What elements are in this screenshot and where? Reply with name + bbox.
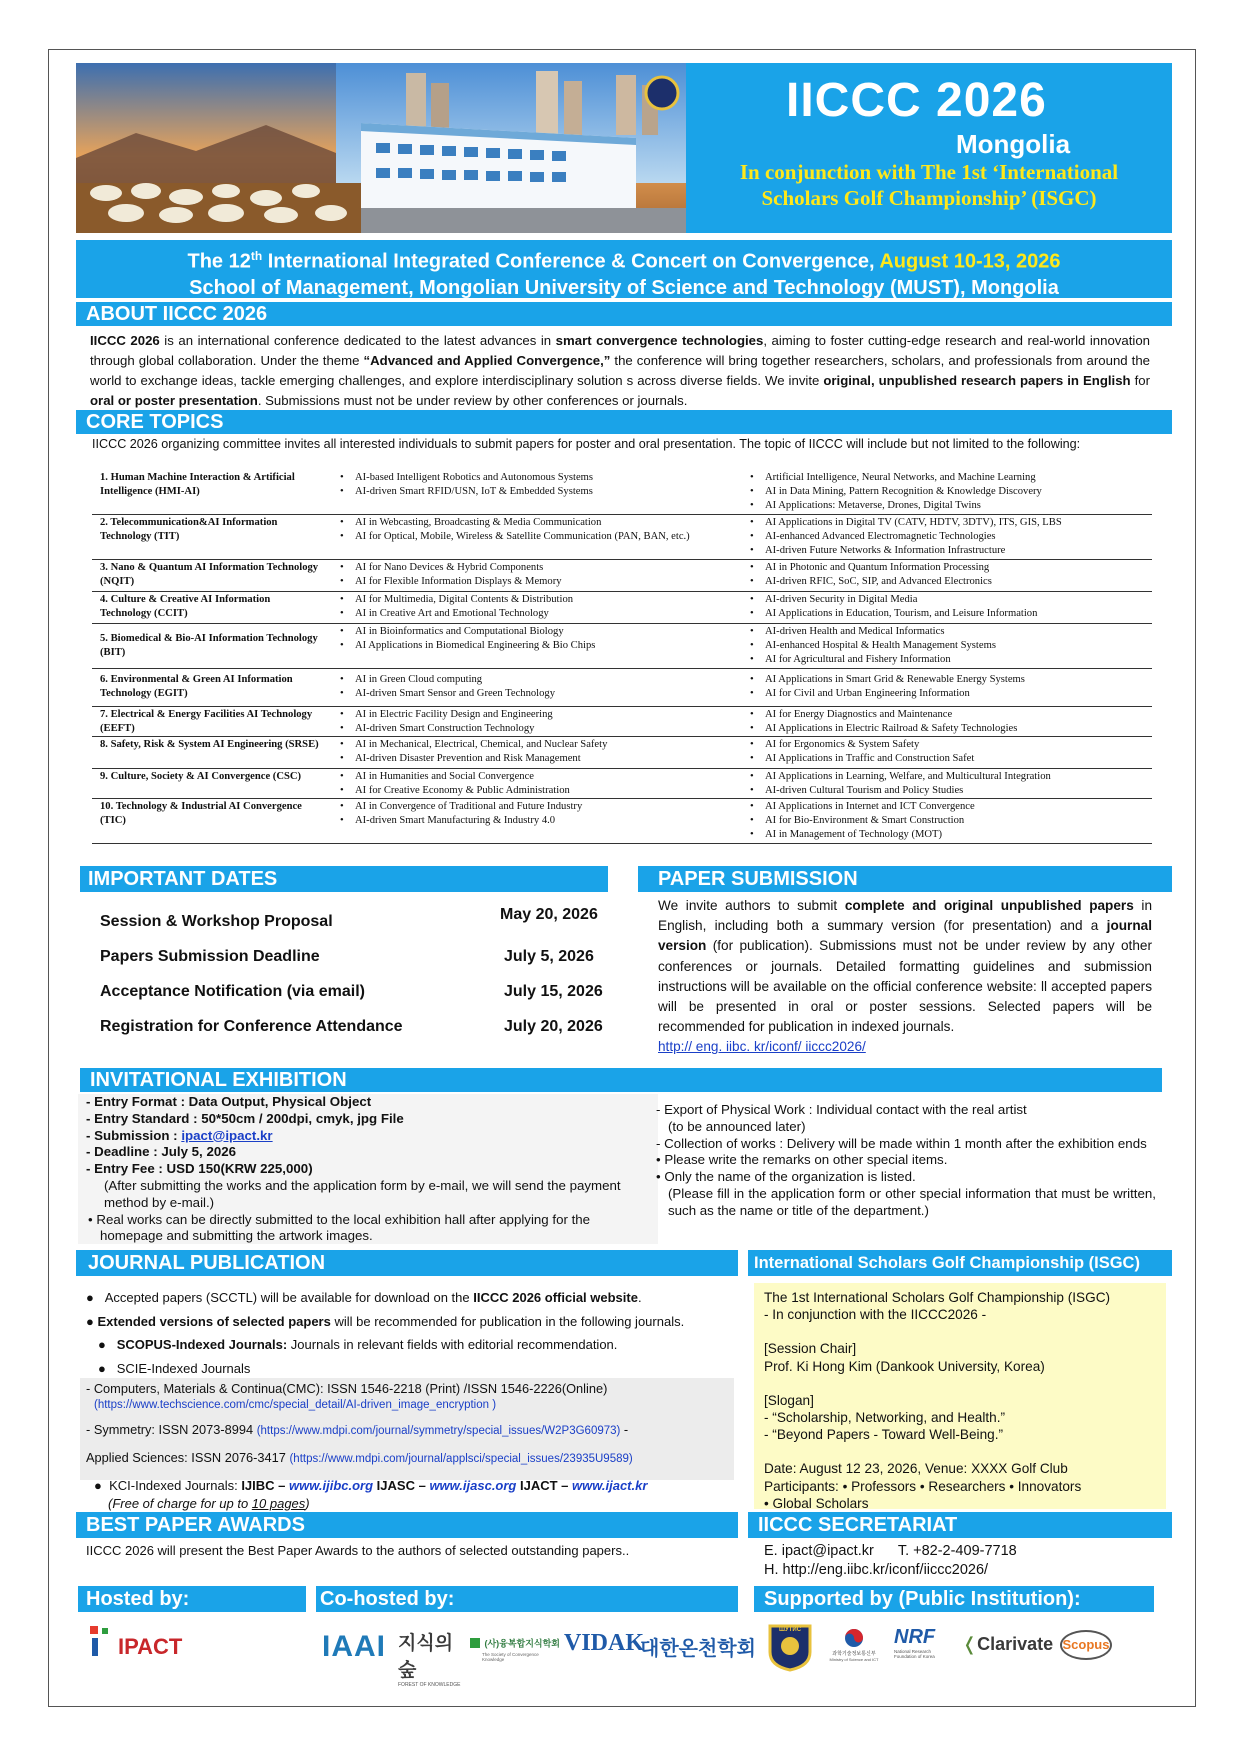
submission-link[interactable]: http:// eng. iibc. kr/iconf/ iiccc2026/ (658, 1039, 866, 1055)
about-heading: ABOUT IICCC 2026 (76, 302, 1172, 326)
clarivate-logo-text: Clarivate (977, 1634, 1054, 1654)
date-value: July 5, 2026 (504, 948, 594, 965)
topic-item: • AI in Mechanical, Electrical, Chemical, and Nuclear Safety (338, 738, 728, 752)
topic-name: 6. Environmental & Green AI Information Technology (EGIT) (100, 674, 293, 699)
kci-journals (94, 1477, 744, 1513)
topic-item: • AI for Optical, Mobile, Wireless & Satellite Communication (PAN, BAN, etc.) (338, 530, 728, 544)
topic-item: • AI-driven Health and Medical Informatics (748, 625, 1158, 639)
topic-item: • AI in Photonic and Quantum Information Processing (748, 561, 1158, 575)
ijibc-link[interactable]: www.ijibc.org (289, 1478, 374, 1493)
topic-item: • AI-enhanced Hospital & Health Management Systems (748, 639, 1158, 653)
free-note-end: ) (305, 1496, 310, 1511)
core-topics-intro: IICCC 2026 organizing committee invites all interested individuals to submit papers for poster and oral presentation. The topic of IICCC will include but not limited to the following: (92, 437, 1081, 451)
topic-item: • AI for Civil and Urban Engineering Information (748, 687, 1158, 701)
topic-item: • AI-driven Disaster Prevention and Risk Management (338, 752, 728, 766)
journal-item-text: will be recommended for publication in the following journals. (330, 1313, 685, 1329)
exhibition-deadline: - Deadline : July 5, 2026 (86, 1144, 237, 1160)
date-label: Session & Workshop Proposal (100, 913, 333, 930)
nrf-logo-subtitle: National Research Foundation of Korea (894, 1649, 935, 1659)
sck-logo-text: (사)융복합지식학회 (484, 1638, 560, 1649)
date-label: Papers Submission Deadline (100, 948, 320, 965)
topic-item: • AI-driven Security in Digital Media (748, 593, 1158, 607)
kci-dash: – (274, 1478, 290, 1493)
submission-email (86, 1128, 646, 1145)
free-note-pages: 10 pages (251, 1496, 306, 1511)
date-row (100, 948, 620, 966)
symmetry-label: - Symmetry: ISSN 2073-8994 (86, 1422, 257, 1437)
entry-fee: - Entry Fee : USD 150(KRW 225,000) (86, 1161, 313, 1177)
topic-row (92, 669, 1152, 707)
journal-item-text: . (637, 1290, 642, 1305)
vidak-logo: VIDAK (564, 1630, 645, 1656)
msit-logo-text: 과학기술정보통신부 (832, 1651, 876, 1657)
session-chair: Prof. Ki Hong Kim (Dankook University, Korea) (764, 1358, 1045, 1374)
topic-item: • AI-driven RFIC, SoC, SIP, and Advanced Electronics (748, 575, 1158, 589)
date-value: July 15, 2026 (504, 983, 603, 1000)
journal-item-text: SCIE-Indexed Journals (116, 1360, 251, 1376)
korean-hotspring-society-logo: 대한온천학회 (640, 1638, 756, 1660)
topic-item: • AI Applications in Biomedical Engineering & Bio Chips (338, 639, 728, 653)
topic-item: • AI in Bioinformatics and Computational Biology (338, 625, 728, 639)
golf-date-venue: Date: August 12 23, 2026, Venue: XXXX Golf Club (764, 1461, 1068, 1477)
topic-row (92, 592, 1152, 624)
kci-dash: – (557, 1478, 573, 1493)
kci-line: ● KCI-Indexed Journals: IJIBC – www.ijibc.org IJASC – www.ijasc.org IJACT – www.ijact.kr (94, 1478, 648, 1493)
isgc-heading: International Scholars Golf Championship (ISGC) (748, 1250, 1172, 1276)
topic-item: • Artificial Intelligence, Neural Networks, and Machine Learning (748, 471, 1158, 485)
remarks-note: • Please write the remarks on other special items. (656, 1152, 948, 1168)
payment-note: (After submitting the works and the application form by e-mail, we will send the payment method by e-mail.) (104, 1177, 621, 1210)
awards-heading: BEST PAPER AWARDS (76, 1512, 738, 1538)
topic-name: 7. Electrical & Energy Facilities AI Technology (EEFT) (100, 709, 313, 734)
date-value: July 20, 2026 (504, 1018, 603, 1035)
topic-item: • AI for Flexible Information Displays & Memory (338, 575, 728, 589)
hero-title-panel (686, 63, 1172, 233)
secretariat-email[interactable]: E. ipact@ipact.kr (764, 1543, 874, 1559)
forest-of-knowledge-logo (398, 1628, 464, 1688)
conjunction-line-2: Scholars Golf Championship’ (ISGC) (761, 186, 1097, 210)
topic-name: 4. Culture & Creative AI Information Technology (CCIT) (100, 594, 271, 619)
journal-item-bold: IICCC 2026 official website (473, 1290, 638, 1305)
conference-banner (76, 240, 1172, 298)
forest-logo-text: 지식의숲 (398, 1633, 454, 1681)
topic-name: 1. Human Machine Interaction & Artificial Intelligence (HMI-AI) (100, 472, 295, 497)
ipact-logo-text: IPACT (118, 1634, 183, 1659)
journal-item: ● SCIE-Indexed Journals (98, 1360, 251, 1376)
msit-logo-subtitle: Ministry of Science and ICT (829, 1657, 879, 1662)
topic-name: 3. Nano & Quantum AI Information Technology (NQIT) (100, 562, 319, 587)
topic-item: • AI for Nano Devices & Hybrid Components (338, 561, 728, 575)
topic-item: • AI-driven Future Networks & Information Infrastructure (748, 544, 1158, 558)
conjunction-line-1: In conjunction with The 1st ‘International (739, 160, 1119, 184)
journal-item-text: Journals in relevant fields with editorial recommendation. (287, 1337, 618, 1352)
journal-list (86, 1286, 746, 1380)
topic-item: • AI Applications: Metaverse, Drones, Digital Twins (748, 499, 1158, 513)
kci-label: KCI-Indexed Journals: (109, 1478, 242, 1493)
topic-item: • AI-enhanced Advanced Electromagnetic Technologies (748, 530, 1158, 544)
topic-name: 5. Biomedical & Bio-AI Information Technology (BIT) (100, 633, 318, 658)
kci-dash: – (414, 1478, 430, 1493)
paper-submission-heading: PAPER SUBMISSION (638, 866, 1172, 892)
topic-item: • AI in Green Cloud computing (338, 673, 728, 687)
cmc-link[interactable]: (https://www.techscience.com/cmc/special_detail/AI-driven_image_encryption ) (94, 1399, 497, 1411)
topic-item: • AI in Webcasting, Broadcasting & Media Communication (338, 516, 728, 530)
topics-table (92, 470, 1152, 844)
exhibition-email-link[interactable]: ipact@ipact.kr (181, 1127, 273, 1143)
about-text: IICCC 2026 is an international conference dedicated to the latest advances in smart convergence technologies, aiming to foster cutting-edge research and real-world innovation through global collaboration. Under the theme “Advanced and Applied Convergence,” the conference will bring together researchers, scholars, and professionals from around the world to exchange ideas, tackle emerging challenges, and explore interdisciplinary solution s across diverse fields. We invite original, unpublished research papers in English for oral or poster presentation. Submissions must not be under review by other conferences or journals. (90, 333, 1150, 408)
topic-row (92, 624, 1152, 669)
topic-item: • AI Applications in Traffic and Construction Safet (748, 752, 1158, 766)
application-note: (Please fill in the application form or other special information that must be written, such as the name or title of the department.) (668, 1185, 1156, 1218)
date-row (100, 906, 620, 931)
forest-logo-subtitle: FOREST OF KNOWLEDGE (398, 1682, 461, 1688)
secretariat-heading: IICCC SECRETARIAT (748, 1512, 1172, 1538)
journal-item: ● Accepted papers (SCCTL) will be available for download on the IICCC 2026 official website. (86, 1290, 642, 1305)
sck-logo (470, 1634, 562, 1664)
submission-email-label: - Submission : (86, 1127, 182, 1143)
sck-mark-icon (470, 1638, 480, 1648)
topic-item: • AI-driven Smart Sensor and Green Technology (338, 687, 728, 701)
banner-superscript: th (250, 249, 263, 263)
date-value: May 20, 2026 (500, 906, 598, 923)
nrf-logo (894, 1626, 942, 1670)
isgc-panel (754, 1283, 1166, 1509)
kci-journal: IJASC (376, 1478, 415, 1493)
ijact-link[interactable]: www.ijact.kr (572, 1478, 648, 1493)
secretariat-contacts (764, 1542, 1164, 1580)
topic-row (92, 470, 1152, 515)
topic-item: • AI in Convergence of Traditional and Future Industry (338, 800, 728, 814)
conjunction-text (686, 159, 1172, 211)
journal-heading: JOURNAL PUBLICATION (76, 1250, 738, 1276)
real-works-note: • Real works can be directly submitted to the local exhibition hall after applying for the homepage and submitting the artwork images. (88, 1211, 591, 1244)
entry-format: - Entry Format : Data Output, Physical Object (86, 1094, 372, 1109)
msit-logo (822, 1628, 886, 1668)
kci-journal: IJACT (520, 1478, 558, 1493)
topic-item: • AI for Agricultural and Fishery Information (748, 653, 1158, 667)
journal-item-bold: SCOPUS-Indexed Journals: (116, 1337, 288, 1352)
slogan-1: - “Scholarship, Networking, and Health.” (764, 1410, 1006, 1426)
topic-item: • AI-based Intelligent Robotics and Autonomous Systems (338, 471, 728, 485)
exhibition-left-text (86, 1094, 646, 1245)
ipact-logo (88, 1624, 208, 1664)
secretariat-phone: T. +82-2-409-7718 (897, 1543, 1017, 1559)
topic-row (92, 707, 1152, 737)
applied-sciences-journal (86, 1449, 736, 1468)
exhibition-right-text (656, 1102, 1156, 1220)
topic-item: • AI-driven Smart Manufacturing & Industry 4.0 (338, 814, 728, 828)
collection-note: - Collection of works : Delivery will be made within 1 month after the exhibition ends (656, 1135, 1147, 1151)
topic-item: • AI for Ergonomics & System Safety (748, 738, 1158, 752)
topic-row (92, 769, 1152, 799)
cohosted-by-heading: Co-hosted by: (316, 1586, 738, 1612)
hero-photo (76, 63, 686, 233)
applied-label: Applied Sciences: ISSN 2076-3417 (86, 1450, 290, 1465)
secretariat-homepage[interactable]: H. http://eng.iibc.kr/iconf/iiccc2026/ (764, 1562, 989, 1578)
export-note: - Export of Physical Work : Individual contact with the real artist (656, 1102, 1027, 1117)
topic-item: • AI for Multimedia, Digital Contents & Distribution (338, 593, 728, 607)
banner-line-1 (76, 243, 1172, 275)
topic-item: • AI Applications in Digital TV (CATV, HDTV, 3DTV), ITS, GIS, LBS (748, 516, 1158, 530)
symmetry-link[interactable]: (https://www.mdpi.com/journal/symmetry/special_issues/W2P3G60973) (256, 1425, 621, 1437)
topic-item: • AI Applications in Education, Tourism, and Leisure Information (748, 607, 1158, 621)
ijasc-link[interactable]: www.ijasc.org (429, 1478, 517, 1493)
banner-venue: School of Management, Mongolian University of Science and Technology (MUST), Mongolia (189, 276, 1059, 299)
nrf-logo-text: NRF (894, 1626, 936, 1648)
symmetry-dash: - (620, 1422, 629, 1437)
session-chair-label: [Session Chair] (764, 1341, 857, 1357)
organization-note: • Only the name of the organization is listed. (656, 1169, 916, 1185)
free-note-text: (Free of charge for up to (108, 1496, 252, 1511)
scie-journals (86, 1380, 736, 1468)
participants-2: • Global Scholars (764, 1495, 869, 1511)
date-row (100, 1018, 620, 1036)
topic-item: • AI in Data Mining, Pattern Recognition & Knowledge Discovery (748, 485, 1158, 499)
scopus-logo: Scopus (1060, 1630, 1112, 1660)
topic-name: 8. Safety, Risk & System AI Engineering (SRSE) (100, 739, 319, 750)
topic-item: • AI for Bio-Environment & Smart Construction (748, 814, 1158, 828)
banner-prefix: The 12 (187, 250, 251, 273)
core-topics-heading: CORE TOPICS (76, 410, 1172, 434)
topic-row (92, 560, 1152, 592)
secretariat-line (764, 1542, 1164, 1561)
exhibition-heading: INVITATIONAL EXHIBITION (80, 1068, 1162, 1092)
journal-item: ● SCOPUS-Indexed Journals: Journals in relevant fields with editorial recommendation. (98, 1337, 618, 1352)
isgc-subtitle: - In conjunction with the IICCC2026 - (764, 1307, 987, 1323)
clarivate-mark-icon: ❬ (962, 1634, 978, 1654)
topic-item: • AI for Creative Economy & Public Administration (338, 784, 728, 798)
journal-item: ● Extended versions of selected papers will be recommended for publication in the following journals. (86, 1313, 685, 1329)
topic-item: • AI Applications in Learning, Welfare, and Multicultural Integration (748, 770, 1158, 784)
banner-name: International Integrated Conference & Concert on Convergence, (262, 250, 880, 273)
journal-item-bold: Extended versions of selected papers (97, 1313, 331, 1329)
topic-name: 10. Technology & Industrial AI Convergence (TIC) (100, 801, 302, 826)
isgc-title: The 1st International Scholars Golf Championship (ISGC) (764, 1290, 1111, 1305)
country-label: Mongolia (956, 129, 1071, 159)
banner-date: August 10-13, 2026 (879, 250, 1061, 273)
entry-standard: - Entry Standard : 50*50cm / 200dpi, cmyk, jpg File (86, 1110, 404, 1126)
taegeuk-icon (844, 1628, 864, 1648)
topic-item: • AI Applications in Internet and ICT Convergence (748, 800, 1158, 814)
conference-title: IICCC 2026 (786, 74, 1047, 127)
topic-item: • AI Applications in Smart Grid & Renewable Energy Systems (748, 673, 1158, 687)
slogan-2: - “Beyond Papers - Toward Well-Being.” (764, 1427, 1003, 1443)
topic-item: • AI in Electric Facility Design and Engineering (338, 708, 728, 722)
ipact-mark-icon (88, 1624, 114, 1658)
topic-item: • AI Applications in Electric Railroad & Safety Technologies (748, 722, 1158, 736)
topic-row (92, 515, 1152, 560)
topic-item: • AI in Creative Art and Emotional Technology (338, 607, 728, 621)
awards-text: IICCC 2026 will present the Best Paper Awards to the authors of selected outstanding papers.. (86, 1543, 630, 1558)
slogan-label: [Slogan] (764, 1392, 814, 1408)
isgc-text (764, 1289, 1164, 1512)
must-emblem-text: ШУТИС (778, 1627, 802, 1633)
sck-logo-subtitle: The Society of Convergence Knowledge (482, 1652, 539, 1662)
hosted-by-heading: Hosted by: (78, 1586, 306, 1612)
cmc-journal: - Computers, Materials & Continua(CMC): ISSN 1546-2218 (Print) /ISSN 1546-2226(Online) (86, 1381, 608, 1396)
date-row (100, 983, 620, 1001)
important-dates-heading: IMPORTANT DATES (80, 866, 608, 892)
topic-name: 2. Telecommunication&AI Information Technology (TIT) (100, 517, 278, 542)
free-note (94, 1495, 744, 1513)
journal-item-text: Accepted papers (SCCTL) will be available for download on the (104, 1290, 474, 1305)
applied-link[interactable]: (https://www.mdpi.com/journal/applsci/special_issues/23935U9589) (289, 1453, 633, 1465)
topic-row (92, 737, 1152, 769)
export-note-2: (to be announced later) (668, 1118, 806, 1134)
topic-item: • AI in Management of Technology (MOT) (748, 828, 1158, 842)
clarivate-logo (962, 1634, 1053, 1655)
submission-text: We invite authors to submit complete and original unpublished papers in English, including both a summary version (for presentation) and a journal version (for publication). Submissions must not be under review by any other conferences or journals. Detailed formatting guidelines and submission instructions will be available on the official conference website: ll accepted papers will be presented in oral or poster sessions. Selected papers will be recommended for publication in indexed journals. http:// eng. iibc. kr/iconf/ iiccc2026/ (658, 898, 1153, 1055)
topic-item: • AI-driven Smart RFID/USN, IoT & Embedded Systems (338, 485, 728, 499)
topic-item: • AI in Humanities and Social Convergence (338, 770, 728, 784)
date-label: Registration for Conference Attendance (100, 1018, 403, 1035)
participants: Participants: • Professors • Researchers • Innovators (764, 1478, 1082, 1494)
topic-item: • AI-driven Cultural Tourism and Policy Studies (748, 784, 1158, 798)
symmetry-journal (86, 1421, 736, 1440)
iaai-logo: IAAI (322, 1630, 386, 1663)
topic-item: • AI for Energy Diagnostics and Maintenance (748, 708, 1158, 722)
topic-name: 9. Culture, Society & AI Convergence (CSC) (100, 771, 302, 782)
topic-row (92, 799, 1152, 844)
topic-item: • AI-driven Smart Construction Technology (338, 722, 728, 736)
date-label: Acceptance Notification (via email) (100, 983, 365, 1000)
supported-by-heading: Supported by (Public Institution): (754, 1586, 1154, 1612)
kci-journal: IJIBC (241, 1478, 275, 1493)
must-emblem (766, 1622, 814, 1672)
